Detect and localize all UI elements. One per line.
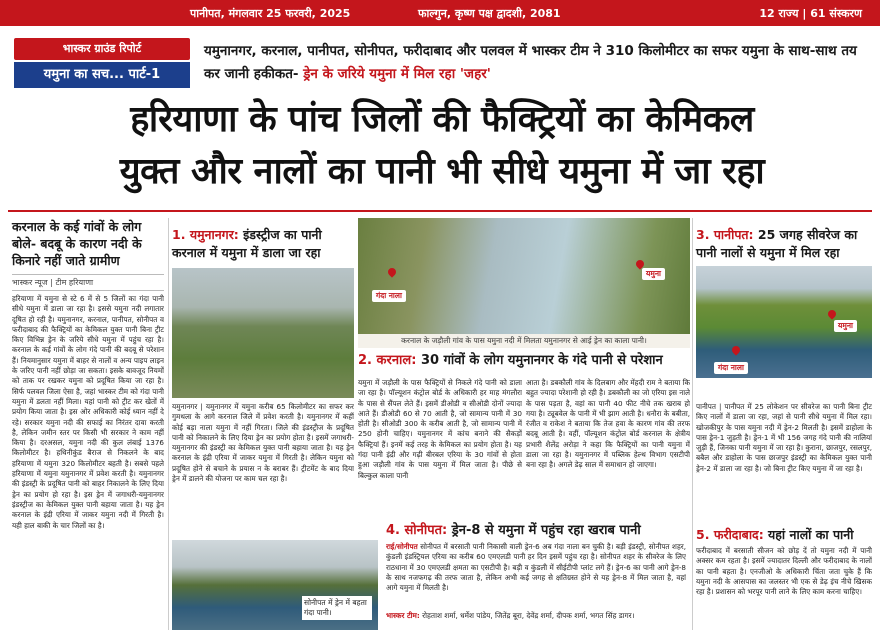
ground-report-badge: भास्कर ग्राउंड रिपोर्ट [14,38,190,60]
karnal-drain-photo [358,218,690,334]
section-2-title [358,352,698,370]
map-pin-icon [826,308,837,319]
edition-date: पानीपत, मंगलवार 25 फरवरी, 2025 [190,7,351,20]
section-3-place: पानीपत: [713,227,754,242]
panipat-photo [696,266,872,378]
byline: भास्कर न्यूज | टीम हरियाणा [12,274,164,291]
section-1-number: 1. [172,227,186,242]
article-column-yamunanagar: यमुनानगर | यमुनानगर में यमुना करीब 65 किलोमीटर का सफर कर गुमथला के आगे करनाल जिले में प्रवेश करती है। यमुनानगर में कहीं कोई बड़ा नाला यमुना में नहीं गिरता। जिले की इंडस्ट्रीज के प्रदूषित पानी को निकालने के लिए दिया ड्रेन का प्रयोग होता है। इसमें जगाधरी-यमुनानगर की इंडस्ट्री का केमिकल युक्त पानी बहाया जाता है। यह ड्रेन करनाल के इंद्री एरिया में जाकर यमुना में गिरती है। लेकिन यमुना को प्रदूषित होने से बचाने के प्रयास न के बराबर हैं। ट्रीटमेंट के बाद दिया ड्रेन में डालने की योजना पर काम चल रहा है। [172,402,354,484]
section-5-heading: यहां नालों का पानी [768,527,854,542]
team-label: भास्कर टीम: [386,611,420,620]
main-headline [10,94,874,198]
intro-text [204,40,872,86]
section-4-title [386,522,686,540]
river-label: यमुना [642,268,665,280]
section-1-heading: इंडस्ट्रीज का पानी करनाल में यमुना में डाला जा रहा [172,227,322,260]
section-2-place: करनाल: [376,353,417,368]
section-1-title [172,226,354,262]
article-column-1: हरियाणा में यमुना से स्टे 6 में से 5 जिलों का गंदा पानी सीधे यमुना में डाला जा रहा है। इससे यमुना नदी लगातार दूषित हो रही है। यमुनानगर, करनाल, पानीपत, सोनीपत व फरीदाबाद की फैक्ट्रियों का केमिकल युक्त पानी बिना ट्रीट किए विभिन्न ड्रेन के जरिये सीधे यमुना में पहुंच रहा है। करनाल के कई गांवों के लोग गंदे पानी की बदबू से परेशान हैं। नियमानुसार यमुना में बाहर से नालों व अन्य पाइप लाइन के जरिए पानी नहीं छोड़ा जा सकता। इसके बावजूद नियमों को ताक पर रखकर यमुना को प्रदूषित किया जा रहा है। सिर्फ पलवल जिला ऐसा है, जहां भास्कर टीम को गंदा पानी यमुना में डलता नहीं मिला। यहां पानी को ट्रीट कर खेतों में प्रयोग किया जाता है। इस ओर अधिकारी कोई ध्यान नहीं दे रहे। सरकार यमुना नदी की सफाई का निरंतर दावा करती है, लेकिन जमीन स्तर पर किसी भी सरकार ने काम नहीं किया है। दरअसल, यमुना नदी की कुल लंबाई 1376 किलोमीटर है। हथिनीकुंड बैराज से निकलने के बाद हरियाणा में यमुना 320 किलोमीटर बहती है। सबसे पहले हरियाणा में यमुना यमुनानगर में प्रवेश करती है। यमुनानगर की इंडस्ट्री के प्रदूषित पानी को बाहर निकालने के लिए दिया ड्रेन का प्रयोग हो रहा है। इस ड्रेन में जगाधरी-यमुनानगर इंडस्ट्रीज का केमिकल युक्त पानी बहाया जाता है। यह ड्रेन करनाल के इंद्री एरिया में जाकर यमुना नदी में गिरती है। यही हाल बाकी के चार जिलों का है। [12,294,164,530]
sonipat-kicker: राई/सोनीपत [386,542,418,551]
sonipat-photo-caption: सोनीपत में ड्रेन में बहता गंदा पानी। [302,596,372,620]
intro-main: यमुनानगर, करनाल, पानीपत, सोनीपत, फरीदाबाद और पलवल में भास्कर टीम ने 310 किलोमीटर का सफर यमुना के साथ-साथ तय कर जानी हकीकत- [204,43,857,82]
article-column-karnal-1: यमुना में जड़ौली के पास फैक्ट्रियों से निकले गंदे पानी को डाला जा रहा है। पॉल्यूशन कंट्रोल बोर्ड के अधिकारी हर माह मंगलौरा के पास से सैंपल लेते हैं। इसमें डीओडी व सीओडी दोनों ज्यादा आते हैं। डीओडी 60 से 70 आती है, जो सामान्य पानी में 30 होती है। सीओडी 300 के करीब आती है, जो सामान्य पानी में 250 होनी चाहिए। यमुनानगर में कांच बनाने की सैकड़ों फैक्ट्रियां हैं। इनमें कई तरह के केमिकल का प्रयोग होता है। यह गंदा पानी इंद्री और गढ़ी बीरबल एरिया के 30 गांवों से होता हुआ जड़ौली गांव के पास यमुना में मिल जाता है। पीछे से बिल्कुल काला पानी [358,378,522,480]
section-1-place: यमुनानगर: [189,227,239,242]
article-column-sonipat [386,542,686,608]
section-5-number: 5. [696,527,710,542]
section-5-title [696,526,872,544]
intro-accent: ड्रेन के जरिये यमुना में मिल रहा 'जहर' [303,66,491,82]
edition-count: 12 राज्य | 61 संस्करण [759,7,862,20]
column-divider [692,218,693,630]
section-4-number: 4. [386,523,400,538]
masthead-bar [0,0,880,26]
karnal-photo-caption: करनाल के जड़ौली गांव के पास यमुना नदी में मिलता यमुनानगर से आई ड्रेन का काला पानी। [358,334,690,348]
team-names: रोहताश शर्मा, धर्मेश पांडेय, जितेंद्र बूरा, देवेंद्र शर्मा, दीपक शर्मा, भगत सिंह डागर। [422,611,635,620]
headline-line-1: हरियाणा के पांच जिलों की फैक्ट्रियों का केमिकल [130,99,754,140]
section-3-number: 3. [696,227,710,242]
section-4-heading: ड्रेन-8 से यमुना में पहुंच रहा खराब पानी [451,523,641,538]
section-4-place: सोनीपत: [404,523,448,538]
section-5-place: फरीदाबाद: [713,527,764,542]
hindu-calendar-date: फाल्गुन, कृष्ण पक्ष द्वादशी, 2081 [418,7,561,20]
sonipat-body: सोनीपत में बरसाती पानी निकासी वाली ड्रेन-6 अब गंदा नाला बन चुकी है। बड़ी इंडस्ट्री, सोनीपत शहर, कुंडली इंडस्ट्रियल एरिया का करीब 60 एमएलडी पानी हर दिन इसमें पहुंच रहा है। सोनीपत शहर के सीवरेज के लिए राठधाना में 30 एमएलडी क्षमता का एसटीपी है। बड़ी व कुंडली में सीईटीपी प्लांट लगे हैं। ड्रेन-6 का पानी आगे ड्रेन-8 के साथ नजफगढ़ की तरफ जाता है, लेकिन अभी कई जगह से क्षतिग्रस्त होने से यह ड्रेन-8 में मिल जाता है, वहां आगे यमुना में मिलती है। [386,542,686,593]
yamunanagar-photo [172,268,354,398]
section-3-heading: 25 जगह सीवरेज का पानी नालों से यमुना में मिल रहा [696,227,858,260]
river-label: यमुना [834,320,857,332]
map-pin-icon [730,344,741,355]
drain-label: गंदा नाला [372,290,406,302]
map-pin-icon [386,266,397,277]
section-2-number: 2. [358,353,372,368]
headline-rule [8,210,872,212]
column-divider [168,218,169,630]
lead-text: करनाल के कई गांवों के लोग बोले- बदबू के कारण नदी के किनारे नहीं जाते ग्रामीण [12,219,142,268]
headline-line-2: युक्त और नालों का पानी भी सीधे यमुना में जा रहा [119,151,765,192]
series-badge: यमुना का सच... पार्ट-1 [14,62,190,88]
drain-label: गंदा नाला [714,362,748,374]
article-column-faridabad: फरीदाबाद में बरसाती सीजन को छोड़ दें तो यमुना नदी में पानी अक्सर कम रहता है। इसमें ज्यादातर दिल्ली और फरीदाबाद के नालों का पानी बहता है। एनजीओ के अधिकारी चिंता जता चुके हैं कि यमुना नदी के आसपास का जलस्तर भी एक से डेढ़ इंच नीचे खिसक रहा है। प्रशासन को भरपूर पानी लाने के लिए काम करना चाहिए। [696,546,872,597]
article-column-karnal-2: आता है। डबकौली गांव के दिलबाग और मेंहदी राम ने बताया कि बहुत ज्यादा परेशानी हो रही है। डबकौली का जो एरिया इस नाले के पास पड़ता है, वहां का पानी 40 फीट नीचे तक खराब हो गया है। ट्यूबवेल के पानी में भी झाग आती है। धनौरा के बबीता, रंजीत व राकेश ने बताया कि तेज हवा के कारण गांव की तरफ बदबू आती है। वहीं, पॉल्यूशन कंट्रोल बोर्ड करनाल के क्षेत्रीय प्रभारी शैलेंद्र अरोड़ा ने कहा कि फैक्ट्रियों का पानी यमुना में डाला जा रहा है। यमुनानगर में पब्लिक हेल्थ विभाग एसटीपी बना रहा है। अगले डेढ़ साल में समाधान हो जाएगा। [526,378,690,470]
reporting-team [386,611,686,621]
article-column-panipat: पानीपत | पानीपत में 25 लोकेशन पर सीवरेज का पानी बिना ट्रीट किए नालों में डाला जा रहा, जहां से पानी सीधे यमुना में मिल रहा। खोजकीपुर के पास यमुना नदी में ड्रेन-2 मिलती है। इसमें डाहोला के पास ड्रेन-1 जुड़ती है। ड्रेन-1 में भी 156 जगह गंदे पानी की नालियां जुड़ी हैं, जिनका पानी यमुना में जा रहा है। कुराना, छाजपुर, रसलपुर, बबैल और डाहोला के पास छाजपुर इंडस्ट्री का केमिकल युक्त पानी ड्रेन-2 में डाला जा रहा है। जो बिना ट्रीट किए यमुना में जा रहा है। [696,402,872,473]
section-2-heading: 30 गांवों के लोग यमुनानगर के गंदे पानी से परेशान [420,353,663,368]
section-3-title [696,226,872,262]
